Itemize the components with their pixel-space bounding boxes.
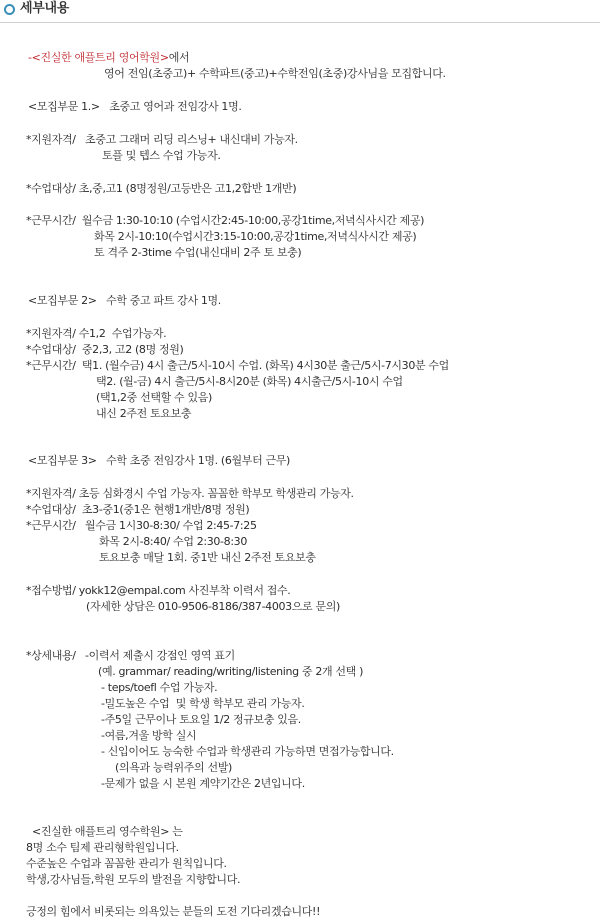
- details-line-6: -여름,겨울 방학 실시: [101, 729, 197, 742]
- section-1-hours: *근무시간/ 월수금 1:30-10:10 (수업시간2:45-10:00,공강1time,저녁식사시간 제공): [26, 214, 425, 227]
- closing-academy: <진실한 애플트리 영수학원> 는: [32, 825, 183, 838]
- intro-line: [28, 50, 189, 66]
- section-2-target: *수업대상/ 중2,3, 고2 (8명 정원): [26, 343, 184, 356]
- details-line-9: -문제가 없을 시 본원 계약기간은 2년입니다.: [101, 777, 305, 790]
- intro-prefix: -: [28, 51, 32, 64]
- section-3-hours-2: 화목 2시-8:40/ 수업 2:30-8:30: [99, 535, 247, 548]
- section-3-hours: *근무시간/ 월수금 1시30-8:30/ 수업 2:45-7:25: [26, 519, 257, 532]
- closing-line-2: 8명 소수 팀제 관리형학원입니다.: [26, 841, 179, 854]
- section-1-hours-3: 토 격주 2-3time 수업(내신대비 2주 토 보충): [94, 246, 302, 259]
- closing-line-3: 수준높은 수업과 꼼꼼한 관리가 원칙입니다.: [26, 857, 227, 870]
- closing-message: 긍정의 힘에서 비롯되는 의욕있는 분들의 도전 기다리겠습니다!!: [26, 905, 321, 918]
- section-3-heading: <모집부문 3> 수학 초중 전임강사 1명. (6월부터 근무): [28, 454, 290, 467]
- section-2-hours-3: (택1,2중 선택할 수 있음): [96, 391, 212, 404]
- details-heading: *상세내용/ -이력서 제출시 강점인 영역 표기: [26, 649, 235, 662]
- closing-line-4: 학생,강사님들,학원 모두의 발전을 지향합니다.: [26, 873, 241, 886]
- section-title: 세부내용: [20, 1, 70, 16]
- section-1-qualification-2: 토플 및 텝스 수업 가능자.: [102, 149, 221, 162]
- details-line-8: (의욕과 능력위주의 선발): [115, 761, 232, 774]
- section-3-qualification: *지원자격/ 초등 심화경시 수업 가능자. 꼼꼼한 학부모 학생관리 가능자.: [26, 487, 354, 500]
- section-1-hours-2: 화목 2시-10:10(수업시간3:15-10:00,공강1time,저녁식사시간 제공): [94, 230, 417, 243]
- details-line-5: -주5일 근무이나 토요일 1/2 정규보충 있음.: [101, 713, 301, 726]
- section-2-hours-2: 택2. (월-금) 4시 출근/5시-8시20분 (화목) 4시출근/5시-10시 수업: [96, 375, 403, 388]
- recruit-summary: 영어 전임(초중고)+ 수학파트(중고)+수학전임(초중)강사님을 모집합니다.: [104, 67, 446, 80]
- section-3-hours-3: 토요보충 매달 1회. 중1반 내신 2주전 토요보충: [99, 551, 316, 564]
- application-contact: (자세한 상담은 010-9506-8186/387-4003으로 문의): [86, 600, 340, 613]
- section-1-qualification: *지원자격/ 초중고 그래머 리딩 리스닝+ 내신대비 가능자.: [26, 133, 298, 146]
- section-1-heading: <모집부문 1.> 초중고 영어과 전임강사 1명.: [28, 100, 242, 113]
- intro-suffix: 에서: [168, 51, 190, 64]
- section-3-target: *수업대상/ 초3-중1(중1은 현행1개반/8명 정원): [26, 503, 250, 516]
- section-1-target: *수업대상/ 초,중,고1 (8명정원/고등반은 고1,2합반 1개반): [26, 182, 297, 195]
- details-line-3: - teps/toefl 수업 가능자.: [101, 681, 218, 694]
- details-line-4: -밀도높은 수업 및 학생 학부모 관리 가능자.: [101, 697, 305, 710]
- circle-bullet-icon: [4, 4, 15, 15]
- details-line-7: - 신입이어도 능숙한 수업과 학생관리 가능하면 면접가능합니다.: [101, 745, 394, 758]
- section-2-hours: *근무시간/ 택1. (월수금) 4시 출근/5시-10시 수업. (화목) 4시30분 출근/5시-7시30분 수업: [26, 359, 449, 372]
- academy-name: <진실한 애플트리 영어학원>: [31, 51, 169, 64]
- section-2-hours-4: 내신 2주전 토요보충: [96, 407, 192, 420]
- details-line-2: (예. grammar/ reading/writing/listening 중 2개 선택 ): [98, 665, 364, 678]
- section-2-heading: <모집부문 2> 수학 중고 파트 강사 1명.: [28, 294, 221, 307]
- section-header: [0, 0, 600, 23]
- application-method: *접수방법/ yokk12@empal.com 사진부착 이력서 접수.: [26, 584, 291, 597]
- section-2-qualification: *지원자격/ 수1,2 수업가능자.: [26, 327, 167, 340]
